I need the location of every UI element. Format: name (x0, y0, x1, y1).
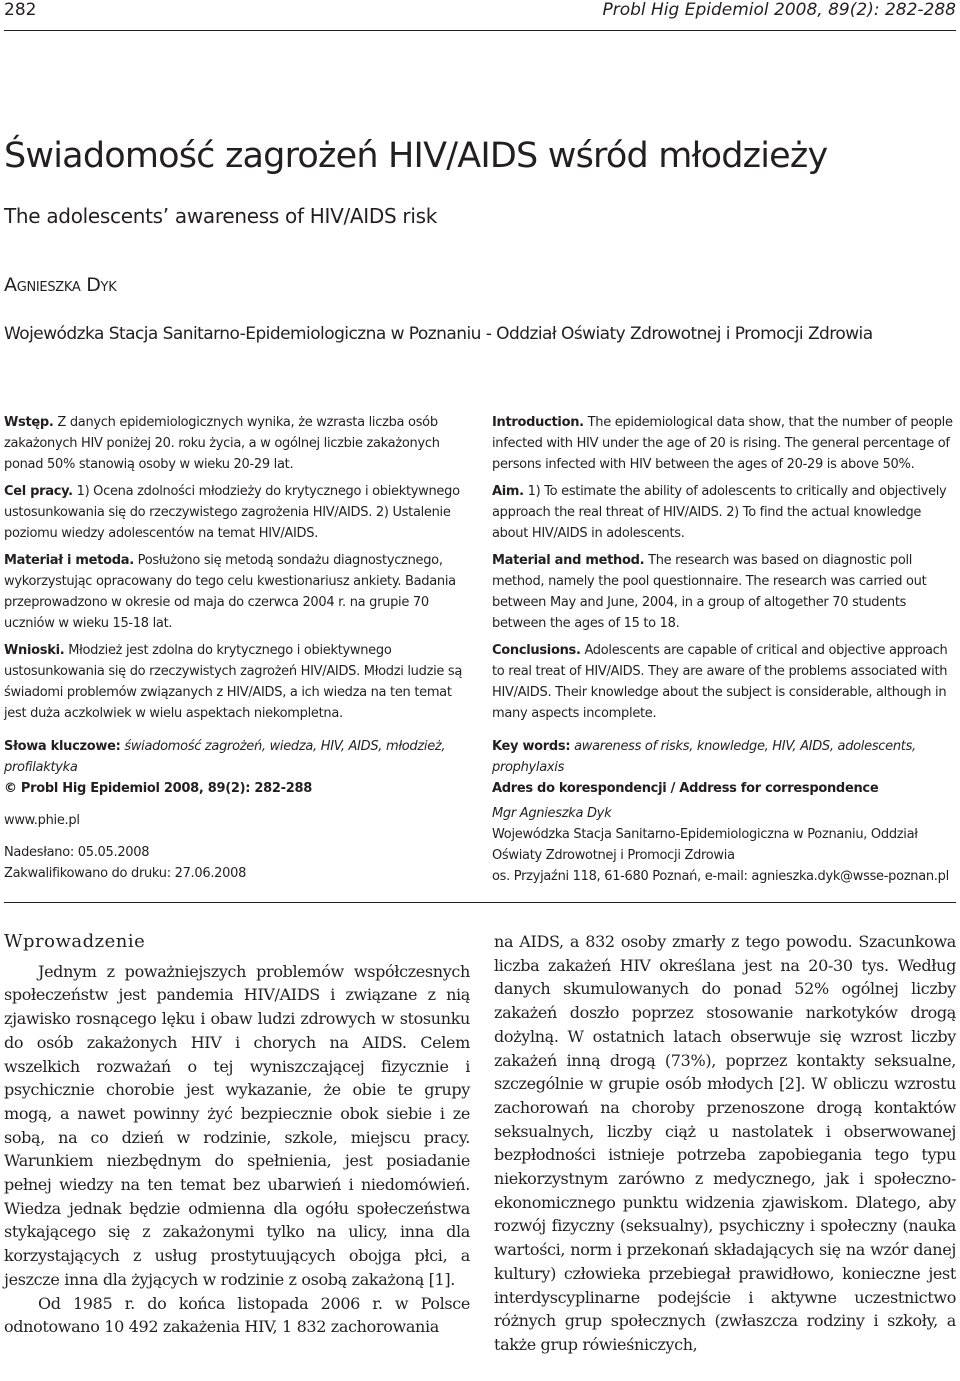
abstract-pl-intro-label: Wstęp. (4, 415, 54, 430)
abstract-pl-aim-text: 1) Ocena zdolności młodzieży do krytycznego i obiektywnego ustosunkowania się do rzeczywistego zagrożenia HIV/AIDS. 2) Ustalenie poziomu wiedzy adolescentów na temat HIV/AIDS. (4, 484, 460, 541)
running-header (4, 0, 956, 20)
abstract-en-conclusions (492, 640, 960, 724)
abstract-en-conclusions-text: Adolescents are capable of critical and objective approach to real treat of HIV/AIDS. They are aware of the problems associated with HIV/AIDS. Their knowledge about the subject is considerable, although in many aspects incomplete. (492, 643, 948, 721)
abstract-en-intro (492, 412, 960, 475)
author-name: Agnieszka Dyk (4, 274, 117, 296)
correspondence-block (492, 778, 960, 887)
abstract-pl-method (4, 550, 474, 634)
abstract-pl-keywords (4, 736, 474, 778)
article-subtitle: The adolescents’ awareness of HIV/AIDS risk (4, 204, 438, 228)
abstract-pl-keywords-label: Słowa kluczowe: (4, 739, 121, 754)
abstract-polish (4, 412, 474, 784)
abstract-en-aim (492, 481, 960, 544)
abstract-en-conclusions-label: Conclusions. (492, 643, 581, 658)
body-paragraph: Jednym z poważniejszych problemów współczesnych społeczeństw jest pandemia HIV/AIDS i związane z nią zjawisko rosnącego lęku i obaw ludzi zdrowych w stosunku do osób zakażonych HIV i chorych na AIDS. Celem wszelkich rozważań o tej wyniszczającej fizycznie i psychicznie chorobie jest wykazanie, że obie te grupy mogą, a nawet powinny żyć bezpiecznie obok siebie i ze sobą, na co dzień w rodzinie, szkole, miejscu pracy. Warunkiem niezbędnym do spełnienia, jest posiadanie pełnej wiedzy na ten temat bez ubarwień i niedomówień. Wiedza jednak będzie odmienna dla ogółu społeczeństwa stykającego się z zakażonymi tylko na ulicy, inna dla korzystających z usług prostytuujących obojga płci, a jeszcze inna dla żyjących w rodzinie z osobą zakażoną [1]. (4, 961, 470, 1289)
section-heading: Wprowadzenie (4, 931, 146, 952)
abstract-en-intro-label: Introduction. (492, 415, 584, 430)
copyright-line: © Probl Hig Epidemiol 2008, 89(2): 282-288 (4, 781, 312, 796)
publication-info (4, 778, 474, 884)
journal-reference: Probl Hig Epidemiol 2008, 89(2): 282-288 (602, 0, 956, 20)
abstract-english (492, 412, 960, 784)
body-paragraph: na AIDS, a 832 osoby zmarły z tego powodu. Szacunkowa liczba zakażeń HIV określana jest na 20-30 tys. Według danych skumulowanych do ponad 52% ogólnej liczby zakażeń doszło poprzez stosowanie narkotyków drogą dożylną. W ostatnich latach obserwuje się wzrost liczby zakażeń inną drogą (73%), poprzez kontakty seksualne, szczególnie w grupie osób młodych [2]. W obliczu wzrostu zachorowań na choroby przenoszone drogą kontaktów seksualnych, liczby ciąż u nastolatek i obserwowanej bezpłodności istnieje potrzeba zapobiegania tego typu niekorzystnym zarówno z medycznego, jak i społeczno-ekonomicznego punktu widzenia zjawiskom. Dlatego, aby rozwój fizyczny (seksualny), psychiczny i społeczny (nauka wartości, norm i przekonań składających się na wzór danej kultury) człowieka przebiegał prawidłowo, konieczne jest interdyscyplinarne podejście i aktywne uczestnictwo różnych grup społecznych (zwłaszcza rodziny i szkoły, a także grup rówieśniczych, (494, 932, 956, 1354)
abstract-pl-conclusions-text: Młodzież jest zdolna do krytycznego i obiektywnego ustosunkowania się do rzeczywistych zagrożeń HIV/AIDS. Młodzi ludzie są świadomi problemów związanych z HIV/AIDS, a ich wiedza na ten temat jest duża aczkolwiek w wielu aspektach niekompletna. (4, 643, 463, 721)
body-column-right (494, 930, 956, 1357)
article-title: Świadomość zagrożeń HIV/AIDS wśród młodzieży (4, 136, 828, 176)
correspondence-heading: Adres do korespondencji / Address for correspondence (492, 781, 879, 796)
abstract-pl-method-text: Posłużono się metodą sondażu diagnostycznego, wykorzystując opracowany do tego celu kwestionariusz ankiety. Badania przeprowadzono w okresie od maja do czerwca 2004 r. na grupie 70 uczniów w wieku 15-18 lat. (4, 553, 456, 631)
abstract-pl-method-label: Materiał i metoda. (4, 553, 134, 568)
abstract-en-keywords-label: Key words: (492, 739, 571, 754)
abstract-pl-keywords-text: świadomość zagrożeń, wiedza, HIV, AIDS, młodzież, profilaktyka (4, 739, 446, 775)
abstract-en-method (492, 550, 960, 634)
abstract-en-method-text: The research was based on diagnostic poll method, namely the pool questionnaire. The research was carried out between May and June, 2004, in a group of altogether 70 students between the ages of 15 to 18. (492, 553, 927, 631)
correspondence-street-email: os. Przyjaźni 118, 61-680 Poznań, e-mail: agnieszka.dyk@wsse-poznan.pl (492, 869, 949, 884)
abstract-en-keywords (492, 736, 960, 778)
author-affiliation: Wojewódzka Stacja Sanitarno-Epidemiologiczna w Poznaniu - Oddział Oświaty Zdrowotnej i Promocji Zdrowia (4, 324, 873, 344)
body-paragraph: Od 1985 r. do końca listopada 2006 r. w Polsce odnotowano 10 492 zakażenia HIV, 1 832 zachorowania (4, 1293, 470, 1337)
abstract-pl-conclusions-label: Wnioski. (4, 643, 65, 658)
abstract-pl-intro (4, 412, 474, 475)
correspondence-name: Mgr Agnieszka Dyk (492, 806, 612, 821)
body-column-left (4, 930, 470, 1339)
abstract-en-method-label: Material and method. (492, 553, 645, 568)
correspondence-address: Wojewódzka Stacja Sanitarno-Epidemiologiczna w Poznaniu, Oddział Oświaty Zdrowotnej i Promocji Zdrowia (492, 827, 918, 863)
header-divider (4, 30, 956, 31)
abstract-pl-conclusions (4, 640, 474, 724)
abstract-en-aim-label: Aim. (492, 484, 524, 499)
website-link[interactable]: www.phie.pl (4, 813, 80, 828)
abstract-pl-intro-text: Z danych epidemiologicznych wynika, że wzrasta liczba osób zakażonych HIV poniżej 20. roku życia, a w ogólnej liczbie zakażonych ponad 50% stanowią osoby w wieku 20-29 lat. (4, 415, 440, 472)
abstract-pl-aim (4, 481, 474, 544)
abstract-en-aim-text: 1) To estimate the ability of adolescents to critically and objectively approach the real threat of HIV/AIDS. 2) To find the actual knowledge about HIV/AIDS in adolescents. (492, 484, 947, 541)
received-date: Nadesłano: 05.05.2008 (4, 845, 150, 860)
section-divider (4, 902, 956, 903)
accepted-date: Zakwalifikowano do druku: 27.06.2008 (4, 866, 247, 881)
abstract-en-keywords-text: awareness of risks, knowledge, HIV, AIDS, adolescents, prophylaxis (492, 739, 916, 775)
abstract-en-intro-text: The epidemiological data show, that the number of people infected with HIV under the age of 20 is rising. The general percentage of persons infected with HIV between the ages of 20-29 is above 50%. (492, 415, 953, 472)
abstract-pl-aim-label: Cel pracy. (4, 484, 73, 499)
page-number: 282 (4, 0, 37, 20)
